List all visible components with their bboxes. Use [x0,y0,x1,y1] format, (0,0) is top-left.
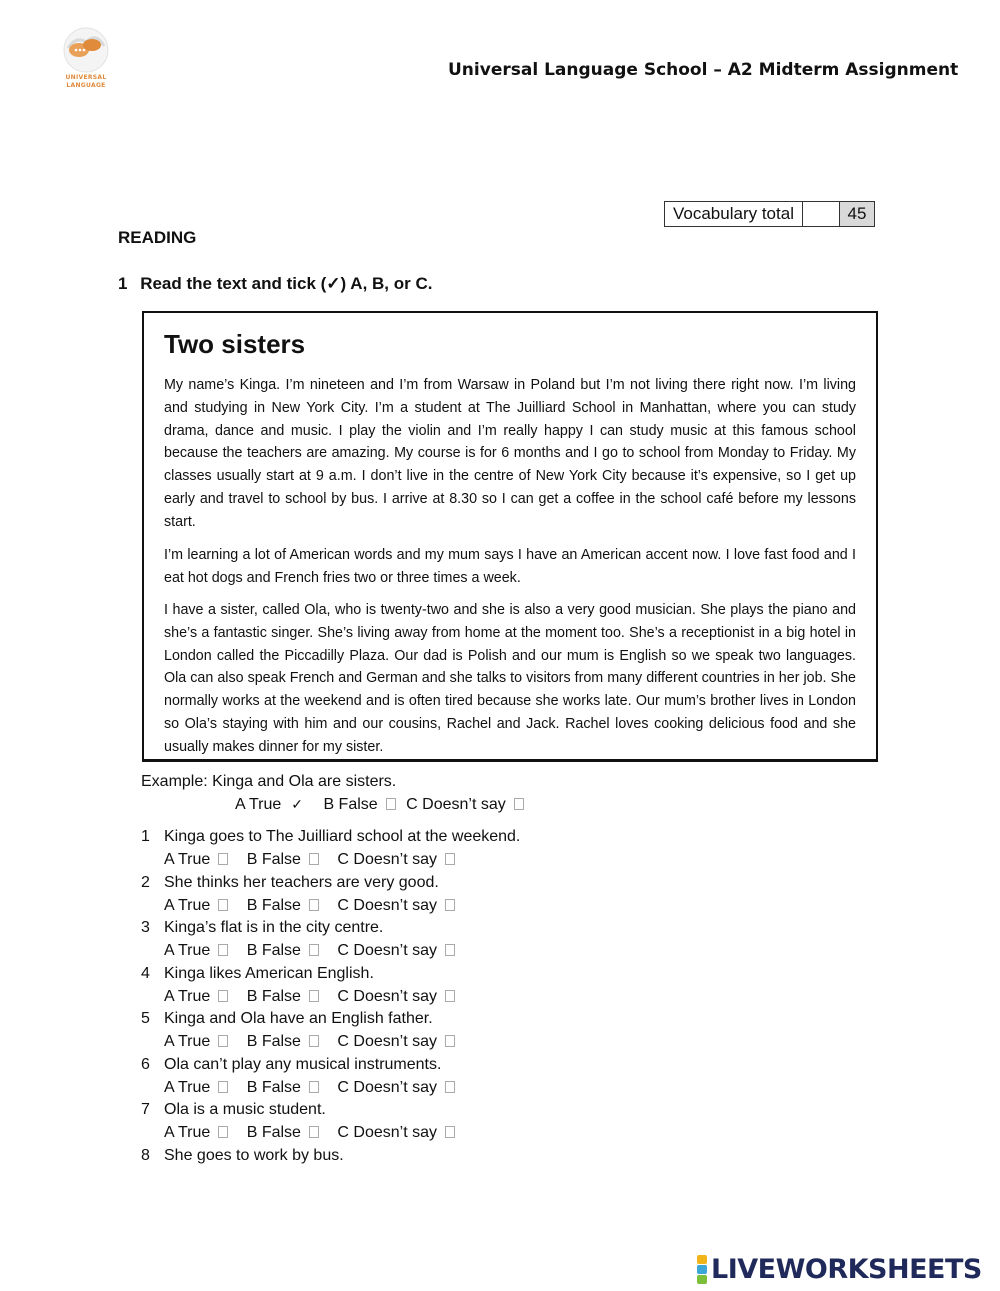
option-a[interactable]: A True [164,942,228,960]
option-a[interactable]: A True [164,988,228,1006]
vocabulary-total-box [664,201,875,227]
checkbox [309,1035,319,1047]
header-title: Universal Language School – A2 Midterm Assignment [448,60,959,80]
checkbox [309,853,319,865]
paragraph-2: I’m learning a lot of American words and my mum says I have an American accent now. I love fast food and I eat hot dogs and French fries two or three times a week. [164,547,856,586]
option-c[interactable]: C Doesn’t say [337,1033,455,1051]
option-b[interactable]: B False [247,851,319,869]
option-a[interactable]: A True [164,1079,228,1097]
option-b[interactable]: B False [247,897,319,915]
question-1: 1 Kinga goes to The Juilliard school at the weekend. [141,828,521,845]
example-option-a: A True [235,796,282,813]
paragraph-1: My name’s Kinga. I’m nineteen and I’m from Warsaw in Poland but I’m not living there right now. I’m living and studying in New York City. I’m a student at The Juilliard School in Manhattan, where you can study drama, dance and music. I play the violin and I’m really happy I can study music at this famous school because the teachers are amazing. My course is for 6 months and I go to school from Monday to Friday. My classes usually start at 9 a.m. I don’t live in the centre of New York City because it’s expensive, so I get up early and travel to school by bus. I arrive at 8.30 so I can get a coffee in the school café before my lessons start. [164,377,856,530]
question-1-options [164,851,469,869]
example-question: Example: Kinga and Ola are sisters. [141,773,397,790]
checkbox [445,1035,455,1047]
option-c[interactable]: C Doesn’t say [337,851,455,869]
text-title: Two sisters [164,329,306,359]
question-4: 4 Kinga likes American English. [141,965,374,982]
question-2-options [164,897,469,915]
checkbox [445,1081,455,1093]
checkbox [218,990,228,1002]
logo-text-line2: LANGUAGE [66,82,106,89]
checkbox [218,899,228,911]
example-option-c: C Doesn’t say [406,796,506,813]
option-c[interactable]: C Doesn’t say [337,988,455,1006]
vocab-score: 45 [840,202,874,226]
question-7: 7 Ola is a music student. [141,1101,326,1118]
question-6-options [164,1079,469,1097]
checkbox[interactable] [514,798,524,810]
option-b[interactable]: B False [247,1079,319,1097]
question-2: 2 She thinks her teachers are very good. [141,874,439,891]
checkbox [445,944,455,956]
checkbox [309,1126,319,1138]
paragraph-3: I have a sister, called Ola, who is twenty-two and she is also a very good musician. She plays the piano and she’s a fantastic singer. She’s living away from home at the moment too. She’s a receptionist in a big hotel in London called the Piccadilly Plaza. Our dad is Polish and our mum is English so we speak two languages. Ola can also speak French and German and she talks to visitors from many different countries in her job. She normally works at the weekend and is often tired because she works late. Our mum’s brother lives in London so Ola’s staying with him and our cousins, Rachel and Jack. Rachel loves cooking delicious food and she usually makes dinner for my sister. [164,602,856,755]
checkbox [445,1126,455,1138]
option-b[interactable]: B False [247,942,319,960]
option-c[interactable]: C Doesn’t say [337,1079,455,1097]
question-8: 8 She goes to work by bus. [141,1147,344,1164]
checkbox [309,944,319,956]
checkbox [309,899,319,911]
liveworksheets-brand: LIVEWORKSHEETS [711,1254,982,1285]
checkbox [218,944,228,956]
checkbox [218,853,228,865]
checkbox [445,853,455,865]
checkbox [218,1126,228,1138]
school-logo [46,20,126,100]
question-3-options [164,942,469,960]
liveworksheets-icon [697,1255,707,1284]
checkbox [309,1081,319,1093]
instruction-number: 1 [118,274,128,293]
question-6: 6 Ola can’t play any musical instruments. [141,1056,442,1073]
checkbox [218,1035,228,1047]
checkbox[interactable] [386,798,396,810]
option-b[interactable]: B False [247,1033,319,1051]
question-4-options [164,988,469,1006]
question-5-options [164,1033,469,1051]
section-title: READING [118,228,197,247]
option-a[interactable]: A True [164,897,228,915]
checkbox [309,990,319,1002]
option-c[interactable]: C Doesn’t say [337,1124,455,1142]
question-3: 3 Kinga’s flat is in the city centre. [141,919,384,936]
vocab-blank-cell [803,202,840,226]
example-option-b: B False [323,796,378,813]
instruction [118,274,440,294]
logo-text-line1: UNIVERSAL [65,74,107,81]
tick-icon: ✓ [291,796,303,812]
option-b[interactable]: B False [247,988,319,1006]
option-c[interactable]: C Doesn’t say [337,897,455,915]
question-7-options [164,1124,469,1142]
reading-text-box [142,311,878,762]
checkbox [445,990,455,1002]
vocab-label: Vocabulary total [665,202,803,226]
example-options [235,796,524,814]
option-a[interactable]: A True [164,1033,228,1051]
instruction-text: Read the text and tick (✓) A, B, or C. [140,274,433,293]
option-b[interactable]: B False [247,1124,319,1142]
option-c[interactable]: C Doesn’t say [337,942,455,960]
option-a[interactable]: A True [164,851,228,869]
checkbox [445,899,455,911]
liveworksheets-logo [697,1254,982,1285]
option-a[interactable]: A True [164,1124,228,1142]
question-5: 5 Kinga and Ola have an English father. [141,1010,433,1027]
checkbox [218,1081,228,1093]
